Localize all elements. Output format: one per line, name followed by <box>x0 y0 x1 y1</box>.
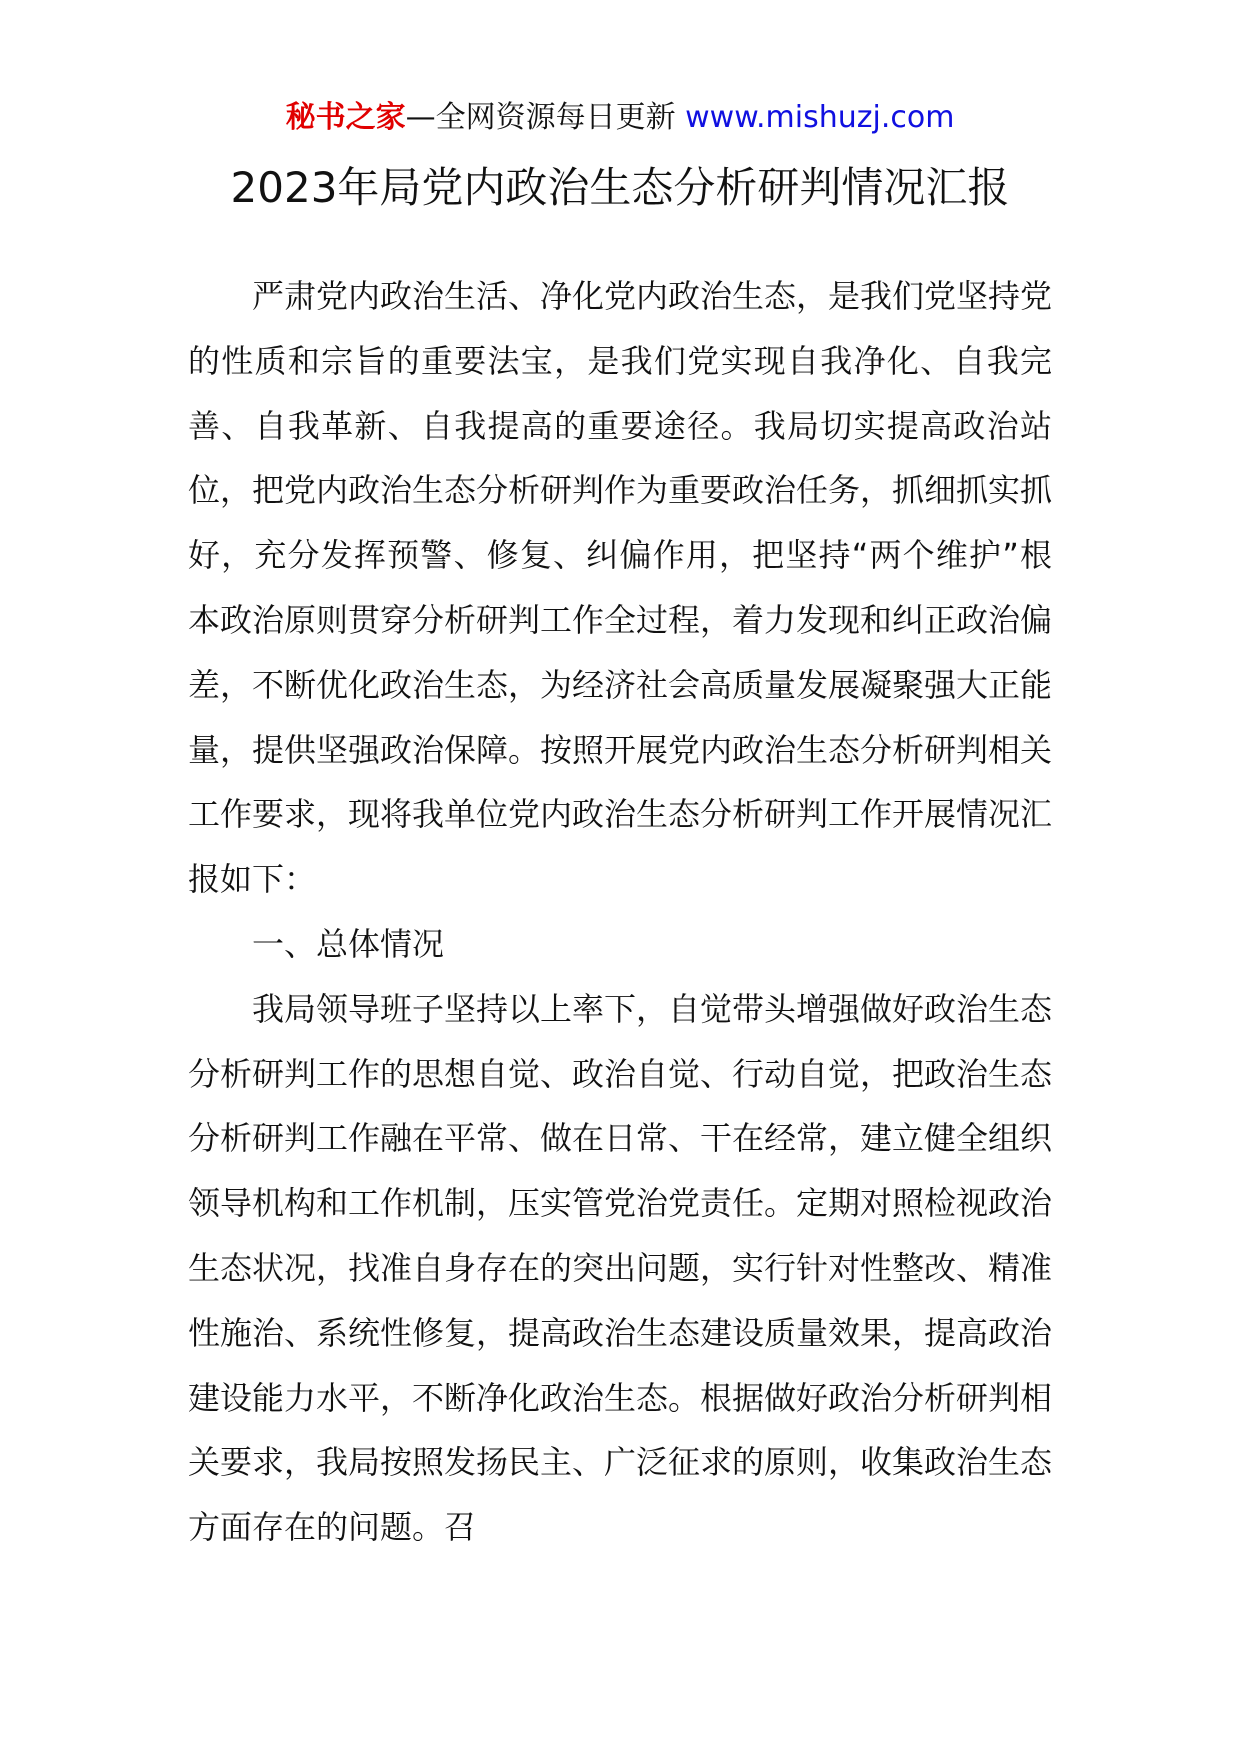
header-tagline: —全网资源每日更新 <box>405 100 686 135</box>
section-heading: 一、总体情况 <box>252 924 445 963</box>
brand-name: 秘书之家 <box>285 100 406 135</box>
site-header <box>0 98 1240 138</box>
site-url-link[interactable]: www.mishuzj.com <box>685 100 955 135</box>
document-title: 2023年局党内政治生态分析研判情况汇报 <box>230 163 1010 212</box>
section-paragraph: 我局领导班子坚持以上率下，自觉带头增强做好政治生态分析研判工作的思想自觉、政治自觉、行动自觉，把政治生态分析研判工作融在平常、做在日常、干在经常，建立健全组织领导机构和工作机制，压实管党治党责任。定期对照检视政治生态状况，找准自身存在的突出问题，实行针对性整改、精准性施治、系统性修复，提高政治生态建设质量效果，提高政治建设能力水平，不断净化政治生态。根据做好政治分析研判相关要求，我局按照发扬民主、广泛征求的原则，收集政治生态方面存在的问题。召 <box>188 989 1053 1547</box>
intro-paragraph: 严肃党内政治生活、净化党内政治生态，是我们党坚持党的性质和宗旨的重要法宝，是我们党实现自我净化、自我完善、自我革新、自我提高的重要途径。我局切实提高政治站位，把党内政治生态分析研判作为重要政治任务，抓细抓实抓好，充分发挥预警、修复、纠偏作用，把坚持“两个维护”根本政治原则贯穿分析研判工作全过程，着力发现和纠正政治偏差，不断优化政治生态，为经济社会高质量发展凝聚强大正能量，提供坚强政治保障。按照开展党内政治生态分析研判相关工作要求，现将我单位党内政治生态分析研判工作开展情况汇报如下： <box>188 277 1053 899</box>
document-body <box>188 264 1052 1560</box>
